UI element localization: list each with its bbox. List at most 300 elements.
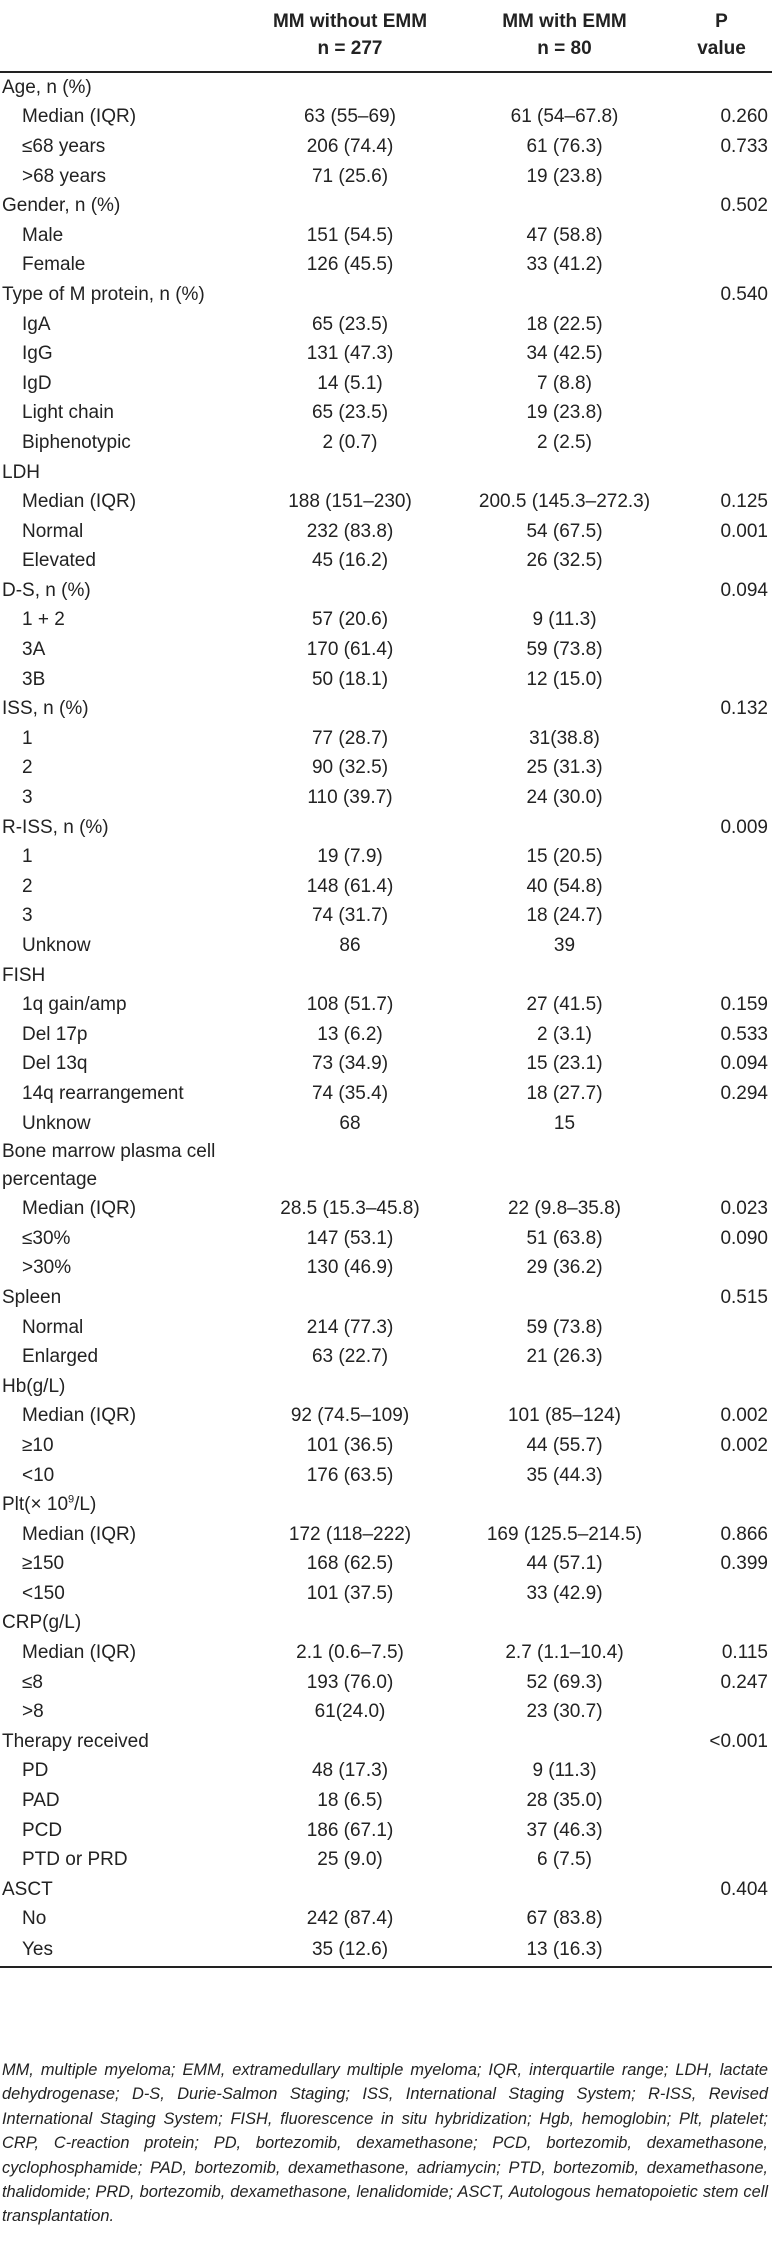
row-label-text: Female — [22, 254, 86, 276]
cell-p-value — [671, 635, 772, 665]
row-label-text: 2 — [22, 875, 33, 897]
table-row — [0, 1283, 772, 1313]
row-category-label — [0, 961, 242, 991]
cell-p-value — [671, 310, 772, 340]
header-p-value-line1: P — [715, 11, 728, 32]
cell-p-value — [671, 1579, 772, 1609]
cell-mm-without-emm — [242, 961, 458, 991]
table-row — [0, 1845, 772, 1875]
cell-p-value: 0.132 — [720, 698, 768, 720]
cell-mm-without-emm: 65 (23.5) — [311, 402, 389, 424]
row-sublabel — [0, 1668, 242, 1698]
cell-mm-with-emm: 15 — [553, 1112, 576, 1134]
cell-p-value — [671, 428, 772, 458]
cell-mm-with-emm: 15 (23.1) — [526, 1053, 603, 1075]
row-sublabel — [0, 162, 242, 192]
row-sublabel — [0, 369, 242, 399]
row-label-text: Normal — [22, 520, 84, 542]
cell-mm-with-emm: 25 (31.3) — [526, 757, 603, 779]
cell-p-value — [671, 1609, 772, 1639]
row-sublabel — [0, 132, 242, 162]
cell-mm-without-emm: 101 (37.5) — [306, 1582, 394, 1604]
cell-mm-without-emm: 74 (31.7) — [311, 905, 389, 927]
row-sublabel — [0, 1050, 242, 1080]
table-row — [0, 221, 772, 251]
cell-p-value: 0.090 — [720, 1227, 768, 1249]
cell-mm-with-emm: 9 (11.3) — [532, 1760, 597, 1782]
row-label-text: Enlarged — [22, 1346, 99, 1368]
row-label-text: 3A — [22, 639, 46, 661]
cell-p-value: 0.247 — [720, 1671, 768, 1693]
cell-mm-with-emm: 35 (44.3) — [526, 1464, 603, 1486]
cell-mm-with-emm: 101 (85–124) — [507, 1405, 622, 1427]
cell-mm-with-emm: 18 (22.5) — [526, 313, 603, 335]
row-category-label — [0, 1490, 242, 1520]
row-label-text: 3 — [22, 905, 33, 927]
cell-mm-without-emm: 2 (0.7) — [322, 431, 378, 453]
row-sublabel — [0, 754, 242, 784]
cell-mm-without-emm: 108 (51.7) — [306, 994, 394, 1016]
table-row — [0, 842, 772, 872]
cell-mm-with-emm: 27 (41.5) — [526, 994, 603, 1016]
cell-p-value — [671, 1905, 772, 1935]
cell-mm-with-emm: 22 (9.8–35.8) — [507, 1198, 622, 1220]
cell-mm-with-emm: 31(38.8) — [529, 727, 600, 749]
cell-p-value — [671, 339, 772, 369]
row-category-label — [0, 191, 242, 221]
cell-mm-without-emm: 86 — [339, 935, 361, 957]
cell-mm-without-emm: 176 (63.5) — [306, 1464, 394, 1486]
row-label-text: Median (IQR) — [22, 491, 137, 513]
header-label-cell — [0, 8, 242, 72]
cell-mm-without-emm — [242, 1727, 458, 1757]
row-category-label — [0, 458, 242, 488]
cell-p-value: 0.009 — [720, 816, 768, 838]
cell-p-value: 0.404 — [720, 1878, 768, 1900]
cell-p-value — [671, 1934, 772, 1967]
cell-mm-with-emm: 52 (69.3) — [526, 1671, 603, 1693]
cell-mm-without-emm — [242, 280, 458, 310]
row-sublabel — [0, 517, 242, 547]
row-label-text: 3B — [22, 668, 46, 690]
row-label-text: Gender, n (%) — [2, 195, 121, 217]
table-row — [0, 754, 772, 784]
row-label-text: PD — [22, 1760, 49, 1782]
table-row — [0, 1757, 772, 1787]
row-label-text: IgG — [22, 343, 53, 365]
cell-p-value — [671, 458, 772, 488]
cell-mm-with-emm: 13 (16.3) — [458, 1934, 671, 1967]
table-row — [0, 517, 772, 547]
row-sublabel — [0, 399, 242, 429]
cell-mm-without-emm: 148 (61.4) — [306, 875, 394, 897]
row-sublabel — [0, 1550, 242, 1580]
cell-mm-with-emm — [458, 191, 671, 221]
cell-p-value — [671, 1342, 772, 1372]
row-label-text: LDH — [2, 461, 41, 483]
cell-mm-without-emm: 214 (77.3) — [306, 1316, 394, 1338]
row-label-text: <10 — [22, 1464, 55, 1486]
cell-p-value — [671, 724, 772, 754]
table-row — [0, 1520, 772, 1550]
cell-mm-with-emm: 2 (3.1) — [537, 1023, 592, 1045]
cell-mm-without-emm: 92 (74.5–109) — [290, 1405, 410, 1427]
table-row — [0, 162, 772, 192]
row-label-text: <150 — [22, 1582, 65, 1604]
cell-mm-with-emm: 200.5 (145.3–272.3) — [478, 491, 651, 513]
cell-mm-without-emm: 73 (34.9) — [311, 1053, 389, 1075]
table-row — [0, 931, 772, 961]
cell-p-value: 0.866 — [720, 1523, 768, 1545]
row-category-label — [0, 813, 242, 843]
table-row — [0, 1490, 772, 1520]
row-sublabel — [0, 724, 242, 754]
row-sublabel — [0, 1934, 242, 1967]
table-row — [0, 665, 772, 695]
table-row — [0, 1934, 772, 1967]
row-label-text: Median (IQR) — [22, 106, 137, 128]
cell-mm-without-emm: 74 (35.4) — [311, 1082, 389, 1104]
row-sublabel — [0, 1342, 242, 1372]
cell-p-value — [671, 1757, 772, 1787]
cell-p-value: 0.094 — [720, 1053, 768, 1075]
table-row — [0, 694, 772, 724]
cell-p-value — [671, 754, 772, 784]
cell-p-value — [671, 872, 772, 902]
cell-mm-with-emm: 169 (125.5–214.5) — [486, 1523, 643, 1545]
table-row — [0, 399, 772, 429]
cell-mm-with-emm: 28 (35.0) — [526, 1790, 603, 1812]
table-row — [0, 547, 772, 577]
table-row — [0, 783, 772, 813]
cell-mm-with-emm: 51 (63.8) — [526, 1227, 603, 1249]
row-sublabel — [0, 931, 242, 961]
table-row — [0, 1638, 772, 1668]
table-row — [0, 635, 772, 665]
table-row — [0, 1109, 772, 1139]
cell-mm-with-emm: 19 (23.8) — [526, 402, 603, 424]
baseline-characteristics-table — [0, 8, 772, 1968]
cell-mm-with-emm: 33 (41.2) — [526, 254, 603, 276]
cell-mm-without-emm: 170 (61.4) — [306, 639, 394, 661]
row-label-text: >8 — [22, 1701, 44, 1723]
cell-p-value: 0.125 — [720, 491, 768, 513]
cell-mm-with-emm: 44 (55.7) — [526, 1434, 603, 1456]
table-row — [0, 369, 772, 399]
cell-p-value — [671, 665, 772, 695]
cell-mm-without-emm: 48 (17.3) — [311, 1760, 389, 1782]
header-mm-without-emm — [242, 8, 458, 72]
header-mm-with-emm-title: MM with EMM — [502, 11, 627, 32]
table-row — [0, 990, 772, 1020]
row-sublabel — [0, 872, 242, 902]
cell-p-value — [671, 369, 772, 399]
header-mm-with-emm — [458, 8, 671, 72]
cell-mm-with-emm: 54 (67.5) — [526, 520, 603, 542]
cell-mm-with-emm: 33 (42.9) — [526, 1582, 603, 1604]
row-sublabel — [0, 635, 242, 665]
cell-mm-with-emm: 23 (30.7) — [526, 1701, 603, 1723]
row-label-text: 3 — [22, 787, 33, 809]
header-mm-with-emm-n: n = 80 — [537, 38, 592, 59]
cell-mm-without-emm: 206 (74.4) — [306, 135, 394, 157]
row-label-text: Del 13q — [22, 1053, 88, 1075]
row-sublabel — [0, 339, 242, 369]
cell-p-value: <0.001 — [709, 1730, 768, 1752]
cell-mm-with-emm — [458, 1727, 671, 1757]
cell-p-value — [671, 606, 772, 636]
row-label-text: 1 + 2 — [22, 609, 65, 631]
cell-mm-without-emm: 131 (47.3) — [306, 343, 394, 365]
cell-mm-with-emm — [458, 1372, 671, 1402]
row-sublabel — [0, 1816, 242, 1846]
cell-mm-without-emm — [242, 694, 458, 724]
row-sublabel — [0, 1786, 242, 1816]
cell-mm-with-emm: 29 (36.2) — [526, 1257, 603, 1279]
cell-mm-with-emm: 12 (15.0) — [526, 668, 603, 690]
cell-mm-without-emm: 147 (53.1) — [306, 1227, 394, 1249]
cell-mm-with-emm: 40 (54.8) — [526, 875, 603, 897]
cell-mm-without-emm: 28.5 (15.3–45.8) — [280, 1198, 420, 1220]
row-label-text: CRP(g/L) — [2, 1612, 82, 1634]
cell-mm-with-emm: 37 (46.3) — [526, 1819, 603, 1841]
row-label-text: Unknow — [22, 1112, 91, 1134]
table-row — [0, 1786, 772, 1816]
row-label-text: Type of M protein, n (%) — [2, 283, 205, 305]
cell-mm-with-emm: 21 (26.3) — [526, 1346, 603, 1368]
cell-p-value: 0.540 — [720, 283, 768, 305]
table-row — [0, 1905, 772, 1935]
row-sublabel — [0, 1845, 242, 1875]
cell-mm-without-emm: 2.1 (0.6–7.5) — [296, 1642, 404, 1664]
row-category-label — [0, 576, 242, 606]
row-label-text: 1 — [22, 846, 33, 868]
row-label-text: ≤68 years — [22, 135, 106, 157]
cell-p-value: 0.515 — [720, 1286, 768, 1308]
cell-mm-with-emm: 34 (42.5) — [526, 343, 603, 365]
cell-mm-without-emm: 45 (16.2) — [311, 550, 389, 572]
table-row — [0, 1697, 772, 1727]
row-sublabel — [0, 1402, 242, 1432]
cell-mm-without-emm: 68 — [339, 1112, 361, 1134]
row-sublabel — [0, 1313, 242, 1343]
row-category-label — [0, 1283, 242, 1313]
table-row — [0, 1138, 772, 1194]
cell-mm-without-emm — [242, 813, 458, 843]
table-footnote: MM, multiple myeloma; EMM, extramedullary multiple myeloma; IQR, interquartile range; LDH, lactate dehydrogenase; D-S, Durie-Salmon Staging; ISS, International Staging System; R-ISS, Revised International Staging System; FISH, fluorescence in situ hybridization; Hgb, hemoglobin; Plt, platelet; CRP, C-reaction protein; PD, bortezomib, dexamethasone; PCD, bortezomib, dexamethasone, cyclophosphamide; PAD, bortezomib, dexamethasone, adriamycin; PTD, bortezomib, dexamethasone, thalidomide; PRD, bortezomib, dexamethasone, lenalidomide; ASCT, Autologous hematopoietic stem cell transplantation. — [2, 2061, 768, 2226]
table-row — [0, 1224, 772, 1254]
row-label-text: ISS, n (%) — [2, 698, 89, 720]
table-row — [0, 428, 772, 458]
cell-mm-with-emm: 26 (32.5) — [526, 550, 603, 572]
row-category-label — [0, 1875, 242, 1905]
row-category-label — [0, 1609, 242, 1639]
row-label-text: Plt(× 10 — [2, 1494, 69, 1516]
cell-mm-with-emm — [458, 280, 671, 310]
cell-mm-without-emm — [242, 1372, 458, 1402]
row-label-text: PCD — [22, 1819, 63, 1841]
cell-p-value — [671, 1372, 772, 1402]
row-sublabel — [0, 251, 242, 281]
table-row — [0, 961, 772, 991]
row-sublabel — [0, 428, 242, 458]
table-row — [0, 1875, 772, 1905]
cell-mm-without-emm — [242, 72, 458, 103]
table-header — [0, 8, 772, 72]
cell-mm-with-emm — [458, 694, 671, 724]
cell-mm-with-emm — [458, 1875, 671, 1905]
table-row — [0, 487, 772, 517]
table-row — [0, 1550, 772, 1580]
row-label-text: Elevated — [22, 550, 96, 572]
row-label-text: ≥10 — [22, 1434, 54, 1456]
row-sublabel — [0, 1194, 242, 1224]
row-category-label — [0, 280, 242, 310]
row-label-text: Del 17p — [22, 1023, 88, 1045]
cell-mm-without-emm — [242, 1490, 458, 1520]
cell-mm-with-emm: 59 (73.8) — [526, 1316, 603, 1338]
row-label-text: >30% — [22, 1257, 72, 1279]
header-p-value-line2: value — [697, 38, 746, 59]
cell-p-value: 0.115 — [721, 1642, 768, 1664]
cell-p-value — [671, 1490, 772, 1520]
table-row — [0, 1431, 772, 1461]
row-label-text: 1q gain/amp — [22, 994, 127, 1016]
table-row — [0, 1020, 772, 1050]
cell-p-value: 0.094 — [720, 579, 768, 601]
row-label-text: PTD or PRD — [22, 1849, 128, 1871]
row-sublabel — [0, 1520, 242, 1550]
cell-mm-without-emm — [242, 1283, 458, 1313]
table-row — [0, 872, 772, 902]
cell-p-value — [671, 251, 772, 281]
table-row — [0, 191, 772, 221]
row-sublabel — [0, 103, 242, 133]
cell-mm-with-emm — [458, 1490, 671, 1520]
row-sublabel — [0, 221, 242, 251]
cell-mm-without-emm: 63 (55–69) — [304, 106, 396, 128]
cell-mm-without-emm — [242, 191, 458, 221]
row-label-text: ≤30% — [22, 1227, 71, 1249]
table-row — [0, 1579, 772, 1609]
row-sublabel — [0, 783, 242, 813]
cell-p-value: 0.399 — [720, 1553, 768, 1575]
cell-p-value — [671, 1816, 772, 1846]
cell-mm-without-emm: 151 (54.5) — [306, 224, 394, 246]
cell-p-value — [671, 1313, 772, 1343]
table-row — [0, 1461, 772, 1491]
cell-mm-with-emm: 61 (76.3) — [526, 135, 603, 157]
cell-p-value — [671, 221, 772, 251]
row-label-text: Median (IQR) — [22, 1198, 137, 1220]
table-row — [0, 1816, 772, 1846]
cell-mm-with-emm: 2.7 (1.1–10.4) — [505, 1642, 624, 1664]
cell-p-value — [671, 1786, 772, 1816]
row-label-superscript: 9 — [68, 1493, 75, 1506]
row-sublabel — [0, 1697, 242, 1727]
header-p-value — [671, 8, 772, 72]
row-label-text: Male — [22, 224, 64, 246]
cell-mm-without-emm: 110 (39.7) — [307, 787, 393, 809]
row-label-text: IgA — [22, 313, 51, 335]
row-category-label — [0, 72, 242, 103]
table-row — [0, 1079, 772, 1109]
row-label-text: Biphenotypic — [22, 431, 131, 453]
cell-mm-with-emm — [458, 576, 671, 606]
cell-p-value — [671, 961, 772, 991]
row-label-text: IgD — [22, 372, 52, 394]
cell-mm-with-emm — [458, 961, 671, 991]
cell-mm-without-emm: 61(24.0) — [314, 1701, 386, 1723]
cell-p-value — [671, 783, 772, 813]
table-row — [0, 251, 772, 281]
table-row — [0, 72, 772, 103]
row-label-text: Normal — [22, 1316, 84, 1338]
cell-p-value — [671, 1845, 772, 1875]
cell-mm-without-emm: 35 (12.6) — [242, 1934, 458, 1967]
cell-mm-with-emm — [458, 72, 671, 103]
cell-mm-with-emm — [458, 813, 671, 843]
row-label-text: FISH — [2, 964, 46, 986]
row-sublabel — [0, 1905, 242, 1935]
row-label-text: R-ISS, n (%) — [2, 816, 109, 838]
cell-mm-with-emm: 18 (27.7) — [526, 1082, 603, 1104]
cell-mm-without-emm — [242, 1609, 458, 1639]
cell-mm-with-emm: 7 (8.8) — [537, 372, 592, 394]
table-row — [0, 1668, 772, 1698]
header-mm-without-emm-n: n = 277 — [317, 38, 383, 59]
cell-mm-with-emm — [458, 1609, 671, 1639]
row-label-text: D-S, n (%) — [2, 579, 91, 601]
cell-mm-with-emm: 67 (83.8) — [526, 1908, 603, 1930]
row-label-text: Therapy received — [2, 1730, 149, 1752]
cell-mm-with-emm: 47 (58.8) — [526, 224, 603, 246]
cell-mm-without-emm: 126 (45.5) — [306, 254, 394, 276]
cell-p-value — [671, 842, 772, 872]
table-row — [0, 1342, 772, 1372]
row-label-text: Bone marrow plasma cell percentage — [2, 1141, 216, 1191]
table-row — [0, 458, 772, 488]
cell-mm-without-emm: 77 (28.7) — [311, 727, 389, 749]
cell-p-value: 0.260 — [720, 106, 768, 128]
row-sublabel — [0, 487, 242, 517]
table-row — [0, 1254, 772, 1284]
row-label-text: Light chain — [22, 402, 114, 424]
cell-mm-without-emm: 172 (118–222) — [288, 1523, 412, 1545]
cell-mm-without-emm: 25 (9.0) — [317, 1849, 383, 1871]
table-row — [0, 1609, 772, 1639]
cell-mm-without-emm: 63 (22.7) — [311, 1346, 389, 1368]
row-label-text: 14q rearrangement — [22, 1082, 184, 1104]
header-mm-without-emm-title: MM without EMM — [272, 11, 428, 32]
cell-mm-without-emm: 130 (46.9) — [306, 1257, 394, 1279]
cell-mm-without-emm: 186 (67.1) — [306, 1819, 394, 1841]
row-sublabel — [0, 1461, 242, 1491]
cell-mm-without-emm: 101 (36.5) — [306, 1434, 394, 1456]
cell-p-value: 0.733 — [720, 135, 768, 157]
cell-mm-with-emm: 2 (2.5) — [537, 431, 592, 453]
row-label-text: 1 — [22, 727, 33, 749]
row-sublabel — [0, 1579, 242, 1609]
row-label-text: Spleen — [2, 1286, 62, 1308]
cell-mm-without-emm: 168 (62.5) — [306, 1553, 394, 1575]
row-sublabel — [0, 842, 242, 872]
cell-mm-with-emm: 15 (20.5) — [526, 846, 603, 868]
cell-p-value — [671, 1697, 772, 1727]
cell-mm-without-emm: 14 (5.1) — [317, 372, 383, 394]
cell-mm-without-emm: 19 (7.9) — [317, 846, 383, 868]
cell-mm-without-emm: 13 (6.2) — [317, 1023, 383, 1045]
